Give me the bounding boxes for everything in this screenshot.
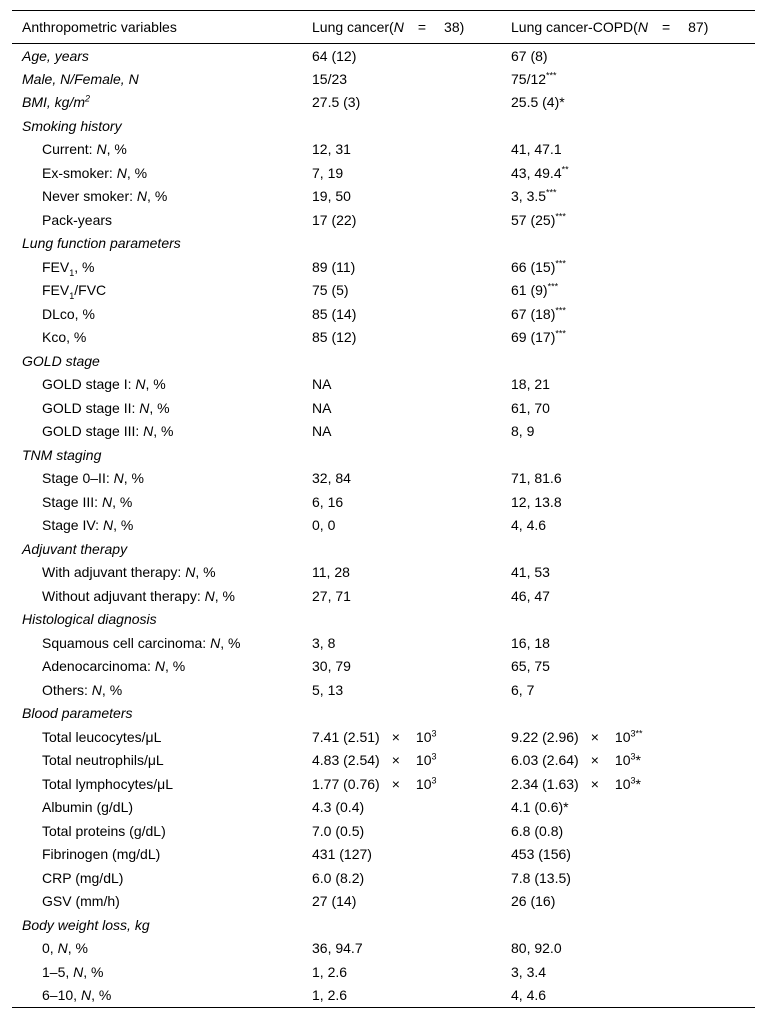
- table-row: [12, 396, 755, 420]
- copd-value: 6, 7: [511, 681, 535, 698]
- copd-value: 3, 3.5***: [511, 187, 557, 205]
- table-row: [12, 678, 755, 702]
- section-label: Adjuvant therapy: [22, 540, 128, 557]
- section-label: Smoking history: [22, 117, 122, 134]
- lc-value: 7.41 $(2.51) \times 10^3$: [312, 728, 437, 745]
- table-row: [12, 279, 755, 303]
- lc-value: 6, 16: [312, 493, 344, 510]
- table-row: [12, 67, 755, 91]
- lc-value: 85 (14): [312, 305, 357, 322]
- copd-value: 65, 75: [511, 658, 550, 675]
- copd-value: 67 (18)***: [511, 305, 566, 322]
- copd-value: 16, 18: [511, 634, 550, 651]
- lc-value: 36, 94.7: [312, 940, 363, 957]
- table-row: [12, 44, 755, 68]
- table-row: [12, 561, 755, 585]
- lc-value: 1, 2.6: [312, 984, 511, 1008]
- row-label: Without adjuvant therapy: N, %: [42, 587, 236, 604]
- lc-value: 32, 84: [312, 470, 351, 487]
- lc-value: NA: [312, 376, 332, 393]
- table-row: [12, 772, 755, 796]
- section-row: [12, 232, 755, 256]
- row-label: Kco, %: [42, 329, 87, 346]
- table-row: [12, 960, 755, 984]
- section-row: [12, 114, 755, 138]
- lc-value: 75 (5): [312, 282, 349, 299]
- row-label: GOLD stage II: N, %: [42, 399, 170, 416]
- copd-value: 75/12***: [511, 70, 557, 87]
- lc-value: 5, 13: [312, 681, 344, 698]
- table-row: [12, 373, 755, 397]
- row-label: DLco, %: [42, 305, 95, 322]
- table-row: [12, 890, 755, 914]
- table-row: [12, 749, 755, 773]
- copd-value: 4, 4.6: [511, 517, 547, 534]
- row-label: CRP (mg/dL): [42, 869, 124, 886]
- row-label: Adenocarcinoma: N, %: [42, 658, 186, 675]
- row-label: Age, years: [22, 47, 89, 64]
- copd-value: 453 (156): [511, 846, 571, 863]
- row-label: $FEV_1$/FVC: [42, 282, 107, 302]
- row-label: Total lymphocytes/μL: [42, 775, 174, 792]
- table-row: [12, 490, 755, 514]
- table-row: [12, 937, 755, 961]
- lc-value: 12, 31: [312, 141, 351, 158]
- section-row: [12, 913, 755, 937]
- row-label: GOLD stage III: N, %: [42, 423, 174, 440]
- header-variables: Anthropometric variables: [12, 11, 312, 44]
- copd-value: 7.8 (13.5): [511, 869, 571, 886]
- row-label: Squamous cell carcinoma: N, %: [42, 634, 241, 651]
- copd-value: 41, 47.1: [511, 141, 562, 158]
- section-label: Blood parameters: [22, 705, 133, 722]
- table-row: [12, 208, 755, 232]
- copd-value: 6.8 (0.8): [511, 822, 564, 839]
- table-row: [12, 819, 755, 843]
- lc-value: 89 (11): [312, 258, 356, 275]
- table-row: [12, 91, 755, 115]
- table-row: [12, 631, 755, 655]
- copd-value: 12, 13.8: [511, 493, 562, 510]
- lc-value: 4.83 $(2.54) \times 10^3$: [312, 751, 437, 769]
- row-label: Current: N, %: [42, 141, 127, 158]
- table-row: [12, 514, 755, 538]
- section-row: [12, 443, 755, 467]
- row-label: Male, N/Female, N: [22, 70, 139, 87]
- copd-value: 66 (15)***: [511, 258, 566, 275]
- copd-value: 4, 4.6: [511, 984, 755, 1008]
- row-label: Stage III: N, %: [42, 493, 133, 510]
- copd-value: 8, 9: [511, 423, 535, 440]
- row-label: Total neutrophils/μL: [42, 752, 164, 769]
- table-row: [12, 655, 755, 679]
- copd-value: 25.5 (4)*: [511, 94, 565, 111]
- table-row: [12, 255, 755, 279]
- row-label: BMI, $kg/m^2$: [22, 93, 91, 111]
- lc-value: NA: [312, 423, 332, 440]
- section-label: Body weight loss, kg: [22, 916, 150, 933]
- copd-value: 6.03 $(2.64) \times 10^3*$: [511, 751, 641, 769]
- lc-value: 17 (22): [312, 211, 357, 228]
- table-row: [12, 467, 755, 491]
- lc-value: 30, 79: [312, 658, 351, 675]
- row-label: 0, N, %: [42, 940, 88, 957]
- table-row: [12, 161, 755, 185]
- row-label: Pack-years: [42, 211, 113, 228]
- lc-value: 7, 19: [312, 164, 344, 181]
- lc-value: 6.0 (8.2): [312, 869, 365, 886]
- section-label: TNM staging: [22, 446, 102, 463]
- row-label: $FEV_1$, %: [42, 258, 95, 278]
- header-lung-cancer: Lung cancer(N = 38): [312, 11, 511, 44]
- row-label: Total proteins (g/dL): [42, 822, 166, 839]
- copd-value: 41, 53: [511, 564, 550, 581]
- table-row: [12, 796, 755, 820]
- copd-value: 61 (9)***: [511, 281, 559, 299]
- copd-value: 61, 70: [511, 399, 550, 416]
- lc-value: NA: [312, 399, 332, 416]
- table-row: [12, 302, 755, 326]
- table-row: [12, 138, 755, 162]
- lc-value: 0, 0: [312, 517, 336, 534]
- section-label: Histological diagnosis: [22, 611, 157, 628]
- section-label: Lung function parameters: [22, 235, 181, 252]
- table-row: [12, 584, 755, 608]
- lc-value: 1, 2.6: [312, 963, 348, 980]
- table-row: [12, 984, 755, 1008]
- lc-value: 19, 50: [312, 188, 351, 205]
- row-label: Others: N, %: [42, 681, 123, 698]
- table-row: [12, 326, 755, 350]
- copd-value: 2.34 $(1.63) \times 10^3*$: [511, 775, 641, 792]
- row-label: 6–10, N, %: [12, 984, 312, 1008]
- copd-value: 67 (8): [511, 47, 548, 64]
- row-label: Albumin (g/dL): [42, 799, 134, 816]
- lc-value: 11, 28: [312, 564, 350, 581]
- copd-value: 71, 81.6: [511, 470, 562, 487]
- anthropometric-table: [12, 10, 755, 1008]
- table-header-row: [12, 11, 755, 44]
- lc-value: 64 (12): [312, 47, 357, 64]
- row-label: Ex-smoker: N, %: [42, 164, 148, 181]
- table-row: [12, 843, 755, 867]
- table-row: [12, 185, 755, 209]
- section-label: GOLD stage: [22, 352, 100, 369]
- lc-value: 3, 8: [312, 634, 336, 651]
- copd-value: 46, 47: [511, 587, 550, 604]
- row-label: Fibrinogen (mg/dL): [42, 846, 161, 863]
- lc-value: 15/23: [312, 70, 348, 87]
- copd-value: 26 (16): [511, 893, 556, 910]
- row-label: With adjuvant therapy: N, %: [42, 564, 216, 581]
- copd-value: 18, 21: [511, 376, 550, 393]
- row-label: Stage IV: N, %: [42, 517, 134, 534]
- lc-value: 27 (14): [312, 893, 357, 910]
- lc-value: 4.3 (0.4): [312, 799, 365, 816]
- copd-value: 9.22 $(2.96) \times 10^{3**}$: [511, 728, 643, 745]
- row-label: Never smoker: N, %: [42, 188, 168, 205]
- copd-value: 57 (25)***: [511, 211, 566, 228]
- header-lung-cancer-copd: Lung cancer-COPD(N = 87): [511, 11, 755, 44]
- lc-value: 7.0 (0.5): [312, 822, 365, 839]
- lc-value: 27, 71: [312, 587, 351, 604]
- section-row: [12, 702, 755, 726]
- lc-value: 85 (12): [312, 329, 357, 346]
- lc-value: 431 (127): [312, 846, 372, 863]
- section-row: [12, 608, 755, 632]
- copd-value: 80, 92.0: [511, 940, 562, 957]
- lc-value: 1.77 $(0.76) \times 10^3$: [312, 775, 437, 792]
- table-row: [12, 866, 755, 890]
- copd-value: 3, 3.4: [511, 963, 547, 980]
- table-row: [12, 725, 755, 749]
- row-label: GOLD stage I: N, %: [42, 376, 166, 393]
- row-label: Stage 0–II: N, %: [42, 470, 144, 487]
- copd-value: 4.1 (0.6)*: [511, 799, 569, 816]
- table-row: [12, 420, 755, 444]
- lc-value: 27.5 (3): [312, 94, 361, 111]
- row-label: GSV (mm/h): [42, 893, 120, 910]
- row-label: Total leucocytes/μL: [42, 728, 162, 745]
- section-row: [12, 537, 755, 561]
- copd-value: 43, 49.4**: [511, 164, 569, 181]
- row-label: 1–5, N, %: [42, 963, 104, 980]
- section-row: [12, 349, 755, 373]
- copd-value: 69 (17)***: [511, 328, 566, 346]
